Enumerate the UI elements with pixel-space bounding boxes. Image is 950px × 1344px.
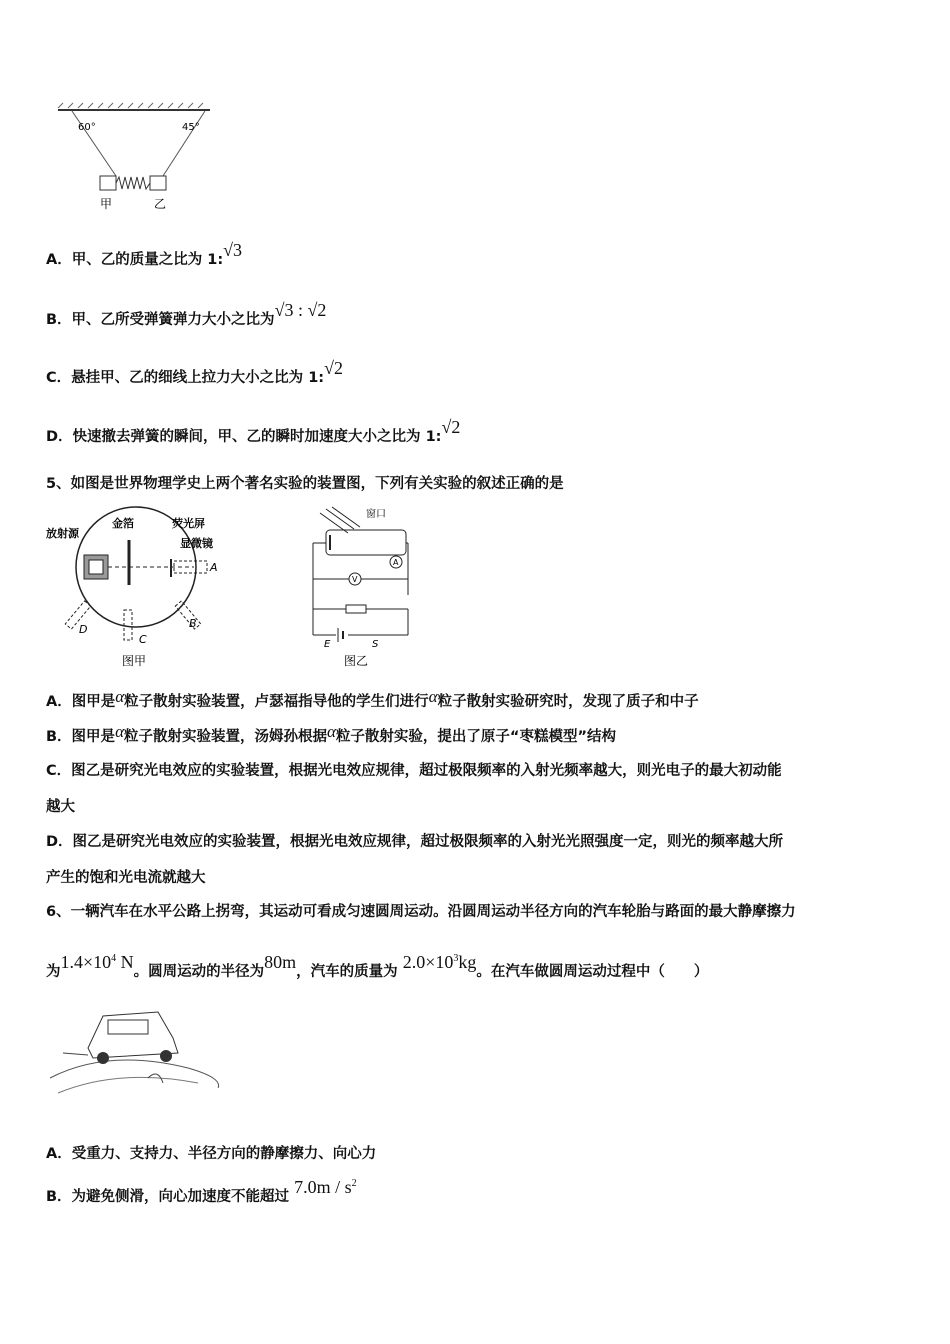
alpha-symbol: α	[115, 687, 125, 706]
q4-option-d[interactable]	[46, 417, 461, 446]
label-S: S	[372, 639, 379, 650]
q4-option-b[interactable]	[46, 300, 327, 329]
q5-option-c-cont: 越大	[46, 799, 75, 815]
q5-option-a[interactable]	[46, 687, 699, 711]
label-window: 窗口	[366, 509, 386, 520]
q4-option-c[interactable]	[46, 358, 343, 387]
stem-text: 。在汽车做圆周运动过程中（ ）	[476, 964, 709, 980]
q6-option-b[interactable]	[46, 1177, 357, 1206]
label-voltmeter: V	[352, 575, 358, 584]
car-turning-figure	[48, 1008, 228, 1098]
q6-option-a[interactable]: A．受重力、支持力、半径方向的静摩擦力、向心力	[46, 1146, 377, 1162]
caption-yi: 图乙	[344, 654, 369, 668]
angle-60: 60°	[78, 122, 96, 133]
accel-value: $7.0m / s^2$	[294, 1177, 357, 1197]
q5-option-d-cont: 产生的饱和光电流就越大	[46, 870, 206, 886]
label-source: 放射源	[46, 527, 79, 540]
photoelectric-figure	[308, 505, 418, 670]
label-C: C	[139, 633, 147, 646]
option-text: 粒子散射实验装置，汤姆孙根据	[124, 729, 327, 745]
option-math: √2	[324, 358, 343, 378]
radius-value: 80m	[264, 952, 297, 972]
spring-figure	[50, 100, 220, 215]
mass-value: $2.0\times 10^3kg$	[402, 952, 477, 972]
q5-option-b[interactable]	[46, 722, 616, 746]
option-text: B．图甲是	[46, 729, 116, 745]
caption-jia: 图甲	[122, 654, 147, 668]
stem-text: ，汽车的质量为	[296, 964, 398, 980]
force-value: $1.4\times 10^4$ N	[60, 952, 134, 972]
option-text: 粒子散射实验研究时，发现了质子和中子	[437, 694, 699, 710]
label-microscope: 显微镜	[180, 537, 213, 550]
label-foil: 金箔	[112, 517, 134, 530]
q5-stem: 5、如图是世界物理学史上两个著名实验的装置图，下列有关实验的叙述正确的是	[46, 476, 564, 492]
label-jia: 甲	[100, 197, 113, 211]
option-text: 粒子散射实验，提出了原子“枣糕模型”结构	[335, 729, 616, 745]
alpha-symbol: α	[327, 722, 336, 741]
q6-stem-line2	[46, 952, 709, 981]
angle-45: 45°	[182, 122, 200, 133]
option-math: √3	[223, 240, 243, 260]
q4-option-a[interactable]	[46, 240, 243, 269]
option-text: 粒子散射实验装置，卢瑟福指导他的学生们进行	[124, 694, 429, 710]
q5-option-d[interactable]: D．图乙是研究光电效应的实验装置，根据光电效应规律，超过极限频率的入射光光照强度一定，则光的频率越大所	[46, 834, 784, 850]
q6-stem-line1: 6、一辆汽车在水平公路上拐弯，其运动可看成匀速圆周运动。沿圆周运动半径方向的汽车轮胎与路面的最大静摩擦力	[46, 904, 796, 920]
option-text: B．为避免侧滑，向心加速度不能超过	[46, 1189, 290, 1205]
label-D: D	[79, 623, 88, 636]
label-A: A	[210, 561, 218, 574]
label-yi: 乙	[154, 197, 167, 211]
q5-option-c[interactable]: C．图乙是研究光电效应的实验装置，根据光电效应规律，超过极限频率的入射光频率越大，则光电子的最大初动能	[46, 763, 782, 779]
stem-text: 。圆周运动的半径为	[133, 964, 265, 980]
option-math: √2	[441, 417, 461, 437]
alpha-scattering-figure	[44, 505, 234, 670]
option-math: √3 : √2	[274, 300, 327, 320]
option-text: C．悬挂甲、乙的细线上拉力大小之比为 1:	[46, 370, 325, 386]
option-text: A．甲、乙的质量之比为 1:	[46, 252, 224, 268]
label-B: B	[189, 617, 197, 630]
alpha-symbol: α	[115, 722, 124, 741]
label-ammeter: A	[393, 558, 399, 567]
option-text: B．甲、乙所受弹簧弹力大小之比为	[46, 312, 275, 328]
label-E: E	[324, 639, 331, 650]
label-screen: 荧光屏	[172, 517, 205, 530]
option-text: A．图甲是	[46, 694, 116, 710]
stem-text: 为	[46, 964, 61, 980]
option-text: D．快速撤去弹簧的瞬间，甲、乙的瞬时加速度大小之比为 1:	[46, 429, 442, 445]
alpha-symbol: α	[428, 687, 438, 706]
